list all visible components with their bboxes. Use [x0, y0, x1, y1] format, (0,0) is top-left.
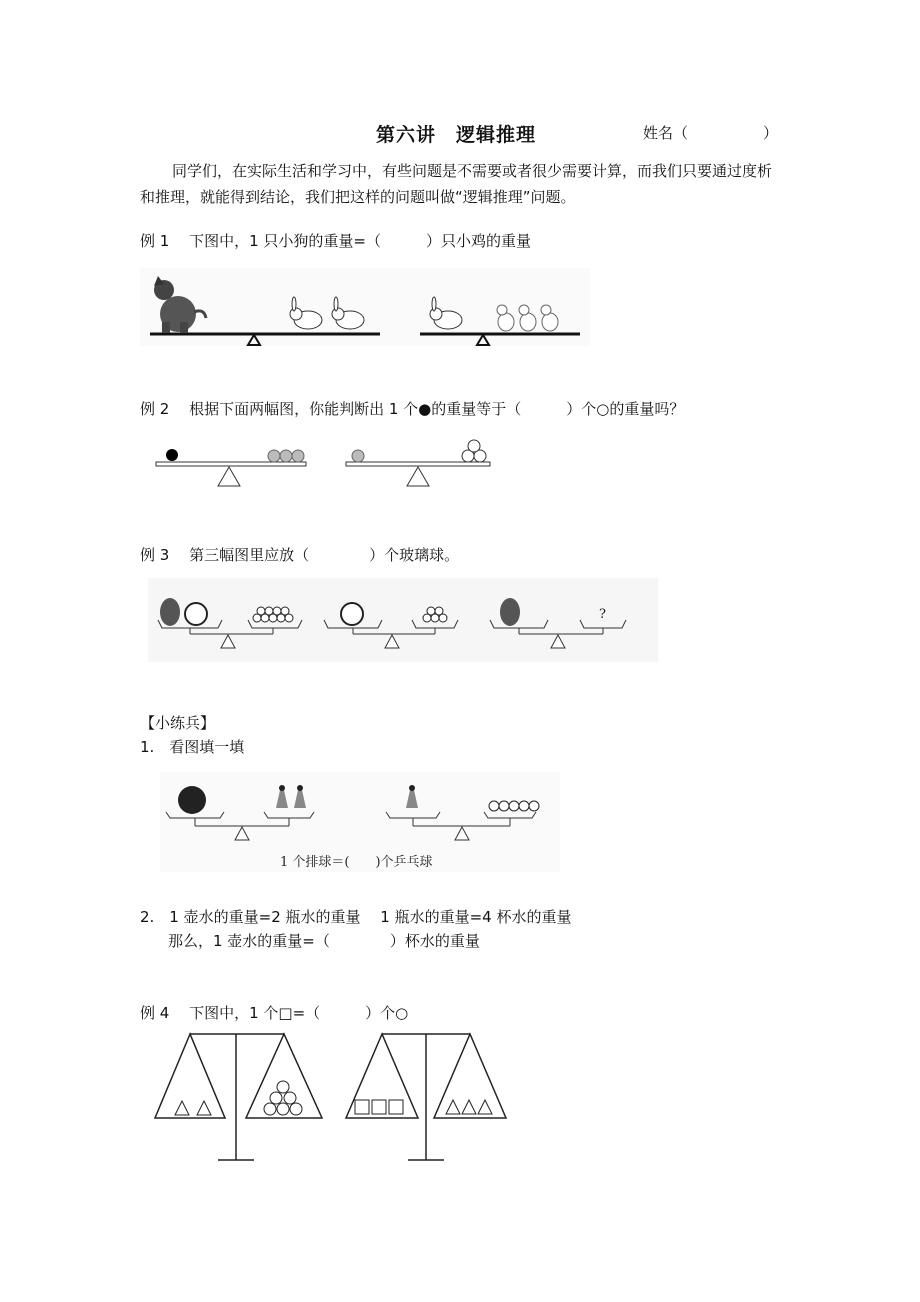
volleyball-icon — [178, 786, 206, 814]
pear-icon — [500, 598, 520, 626]
example2-question: 例 2 根据下面两幅图，你能判断出 1 个●的重量等于（ ）个○的重量吗？ — [140, 400, 685, 418]
practice-heading: 【小练兵】 — [140, 714, 216, 732]
practice-item2-line1: 2. 1 壶水的重量=2 瓶水的重量 1 瓶水的重量=4 杯水的重量 — [140, 908, 572, 926]
apple-icon — [341, 603, 363, 625]
balance-grey-white — [346, 440, 490, 486]
pear-icon — [160, 598, 180, 626]
unknown-marker: ? — [599, 607, 606, 622]
intro-paragraph: 同学们，在实际生活和学习中，有些问题是不需要或者很少需要计算，而我们只要通过度析和推理，就能得到结论，我们把这样的问题叫做“逻辑推理”问题。 — [140, 162, 773, 206]
apple-icon — [185, 603, 207, 625]
practice-figure — [160, 772, 560, 872]
practice-item1: 1. 看图填一填 — [140, 738, 245, 756]
example3-figure — [148, 578, 658, 662]
balance-squares-triangles — [346, 1034, 506, 1160]
example2-figure — [150, 438, 500, 490]
practice-caption: 1 个排球＝( )个乒乓球 — [280, 855, 433, 870]
balance-black-grey — [156, 449, 306, 486]
example1-figure — [140, 268, 590, 348]
example4-question: 例 4 下图中，1 个□=（ ）个○ — [140, 1004, 409, 1022]
name-field-label: 姓名（ ） — [643, 124, 779, 142]
practice-item2-line2: 那么，1 壶水的重量=（ ）杯水的重量 — [168, 932, 480, 950]
balance-triangles-circles — [155, 1034, 322, 1160]
page-title: 第六讲 逻辑推理 — [376, 124, 537, 146]
example4-figure — [150, 1028, 520, 1168]
example1-question: 例 1 下图中，1 只小狗的重量=（ ）只小鸡的重量 — [140, 232, 531, 250]
example3-question: 例 3 第三幅图里应放（ ）个玻璃球。 — [140, 546, 460, 564]
